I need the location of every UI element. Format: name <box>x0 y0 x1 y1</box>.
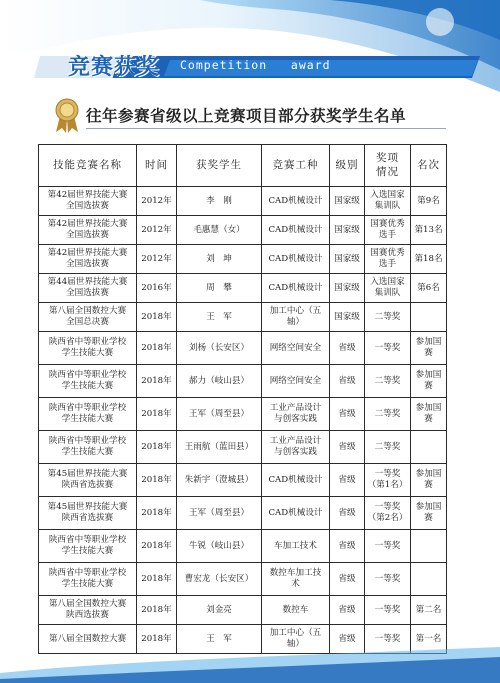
cell-time: 2018年 <box>137 625 177 654</box>
cell-award: 一等奖 <box>365 530 411 563</box>
cell-level: 国家级 <box>330 303 365 332</box>
cell-award: 一等奖 <box>365 332 411 365</box>
cell-competition-name: 第45届世界技能大赛 陕西省选拔赛 <box>39 497 137 530</box>
cell-student: 郝力（岐山县） <box>177 365 262 398</box>
cell-level: 省级 <box>330 625 365 654</box>
cell-award: 二等奖 <box>365 431 411 464</box>
table-row <box>39 187 447 216</box>
banner-subtitle: Competition award <box>180 58 331 72</box>
cell-rank: 参加国赛 <box>411 497 447 530</box>
cell-student: 王 军 <box>177 303 262 332</box>
cell-student: 王 军 <box>177 625 262 654</box>
cell-competition-name: 第44届世界技能大赛 全国选拔赛 <box>39 274 137 303</box>
cell-time: 2012年 <box>137 187 177 216</box>
table-row <box>39 332 447 365</box>
cell-award: 入选国家 集训队 <box>365 187 411 216</box>
cell-rank <box>411 563 447 596</box>
table-row <box>39 596 447 625</box>
cell-trade: CAD机械设计 <box>262 245 330 274</box>
cell-time: 2016年 <box>137 274 177 303</box>
cell-rank: 第6名 <box>411 274 447 303</box>
cell-trade: 车加工技术 <box>262 530 330 563</box>
cell-level: 国家级 <box>330 245 365 274</box>
cell-time: 2018年 <box>137 563 177 596</box>
cell-award: 一等奖 <box>365 563 411 596</box>
cell-level: 国家级 <box>330 216 365 245</box>
cell-competition-name: 第八届全国数控大赛 <box>39 625 137 654</box>
cell-trade: CAD机械设计 <box>262 497 330 530</box>
cell-competition-name: 第42届世界技能大赛 全国选拔赛 <box>39 187 137 216</box>
cell-competition-name: 陕西省中等职业学校 学生技能大赛 <box>39 563 137 596</box>
cell-time: 2018年 <box>137 398 177 431</box>
cell-student: 周 攀 <box>177 274 262 303</box>
cell-level: 省级 <box>330 530 365 563</box>
table-row <box>39 398 447 431</box>
cell-time: 2012年 <box>137 216 177 245</box>
cell-award: 一等奖 <box>365 596 411 625</box>
cell-competition-name: 陕西省中等职业学校 学生技能大赛 <box>39 398 137 431</box>
header-time: 时间 <box>137 145 177 187</box>
cell-rank: 参加国赛 <box>411 332 447 365</box>
cell-award: 二等奖 <box>365 303 411 332</box>
cell-level: 省级 <box>330 563 365 596</box>
cell-time: 2018年 <box>137 332 177 365</box>
cell-rank <box>411 303 447 332</box>
cell-rank <box>411 431 447 464</box>
cell-level: 省级 <box>330 431 365 464</box>
cell-competition-name: 第42届世界技能大赛 全国选拔赛 <box>39 216 137 245</box>
cell-rank: 第18名 <box>411 245 447 274</box>
table-row <box>39 464 447 497</box>
cell-trade: CAD机械设计 <box>262 216 330 245</box>
cell-student: 王军（周至县） <box>177 497 262 530</box>
table-body <box>39 187 447 654</box>
cell-rank <box>411 530 447 563</box>
medal-icon <box>54 98 80 134</box>
cell-level: 省级 <box>330 398 365 431</box>
cell-competition-name: 第42届世界技能大赛 全国选拔赛 <box>39 245 137 274</box>
cell-rank: 参加国赛 <box>411 464 447 497</box>
table-row <box>39 245 447 274</box>
cell-award: 二等奖 <box>365 365 411 398</box>
cell-level: 国家级 <box>330 274 365 303</box>
cell-level: 省级 <box>330 596 365 625</box>
cell-student: 王雨航（蓝田县） <box>177 431 262 464</box>
cell-time: 2018年 <box>137 530 177 563</box>
cell-trade: 数控车加工技 术 <box>262 563 330 596</box>
cell-student: 牛锐（岐山县） <box>177 530 262 563</box>
cell-time: 2012年 <box>137 245 177 274</box>
cell-trade: 数控车 <box>262 596 330 625</box>
cell-student: 刘杨（长安区） <box>177 332 262 365</box>
cell-time: 2018年 <box>137 497 177 530</box>
cell-award: 国赛优秀 选手 <box>365 216 411 245</box>
cell-trade: 网络空间安全 <box>262 332 330 365</box>
header-level: 级别 <box>330 145 365 187</box>
heading-divider <box>86 128 446 129</box>
cell-student: 刘金亮 <box>177 596 262 625</box>
cell-rank: 第9名 <box>411 187 447 216</box>
cell-level: 省级 <box>330 332 365 365</box>
cell-trade: 加工中心（五 轴） <box>262 625 330 654</box>
cell-student: 曹宏龙（长安区） <box>177 563 262 596</box>
cell-level: 省级 <box>330 464 365 497</box>
cell-rank: 参加国赛 <box>411 398 447 431</box>
cell-competition-name: 第八届全国数控大赛 全国总决赛 <box>39 303 137 332</box>
cell-student: 刘 坤 <box>177 245 262 274</box>
table-header-row <box>39 145 447 187</box>
cell-award: 一等奖 <box>365 625 411 654</box>
footer-swoosh-decoration <box>0 643 500 683</box>
cell-student: 朱新宇（澄城县） <box>177 464 262 497</box>
cell-trade: 工业产品设计 与创客实践 <box>262 398 330 431</box>
cell-rank: 参加国赛 <box>411 365 447 398</box>
cell-award: 国赛优秀 选手 <box>365 245 411 274</box>
cell-award: 一等奖 （第2名） <box>365 497 411 530</box>
cell-competition-name: 陕西省中等职业学校 学生技能大赛 <box>39 431 137 464</box>
cell-time: 2018年 <box>137 464 177 497</box>
cell-competition-name: 陕西省中等职业学校 学生技能大赛 <box>39 365 137 398</box>
award-table <box>38 144 447 654</box>
cell-trade: CAD机械设计 <box>262 274 330 303</box>
cell-competition-name: 第八届全国数控大赛 陕西选拔赛 <box>39 596 137 625</box>
table-row <box>39 303 447 332</box>
cell-level: 省级 <box>330 497 365 530</box>
cell-award: 入选国家 集训队 <box>365 274 411 303</box>
cell-competition-name: 陕西省中等职业学校 学生技能大赛 <box>39 530 137 563</box>
cell-competition-name: 陕西省中等职业学校 学生技能大赛 <box>39 332 137 365</box>
table-row <box>39 563 447 596</box>
cell-trade: 网络空间安全 <box>262 365 330 398</box>
cell-student: 王军（周至县） <box>177 398 262 431</box>
cell-time: 2018年 <box>137 596 177 625</box>
cell-award: 二等奖 <box>365 398 411 431</box>
cell-time: 2018年 <box>137 431 177 464</box>
cell-rank: 第13名 <box>411 216 447 245</box>
cell-rank: 第二名 <box>411 596 447 625</box>
cell-time: 2018年 <box>137 303 177 332</box>
cell-trade: CAD机械设计 <box>262 464 330 497</box>
header-trade: 竞赛工种 <box>262 145 330 187</box>
header-competition-name: 技能竞赛名称 <box>39 145 137 187</box>
header-rank: 名次 <box>411 145 447 187</box>
table-row <box>39 530 447 563</box>
cell-level: 省级 <box>330 365 365 398</box>
banner-title: 竞赛获奖 <box>68 55 161 80</box>
header-student: 获奖学生 <box>177 145 262 187</box>
table-row <box>39 365 447 398</box>
table-row <box>39 274 447 303</box>
cell-trade: 工业产品设计 与创客实践 <box>262 431 330 464</box>
cell-trade: CAD机械设计 <box>262 187 330 216</box>
cell-rank: 第一名 <box>411 625 447 654</box>
header-award: 奖项 情况 <box>365 145 411 187</box>
cell-level: 国家级 <box>330 187 365 216</box>
table-row <box>39 431 447 464</box>
cell-time: 2018年 <box>137 365 177 398</box>
page-heading: 往年参赛省级以上竞赛项目部分获奖学生名单 <box>86 107 407 125</box>
table-row <box>39 216 447 245</box>
cell-student: 李 刚 <box>177 187 262 216</box>
cell-trade: 加工中心（五 轴） <box>262 303 330 332</box>
cell-award: 一等奖 （第1名） <box>365 464 411 497</box>
table-row <box>39 497 447 530</box>
cell-competition-name: 第45届世界技能大赛 陕西省选拔赛 <box>39 464 137 497</box>
cell-student: 毛惠慧（女） <box>177 216 262 245</box>
